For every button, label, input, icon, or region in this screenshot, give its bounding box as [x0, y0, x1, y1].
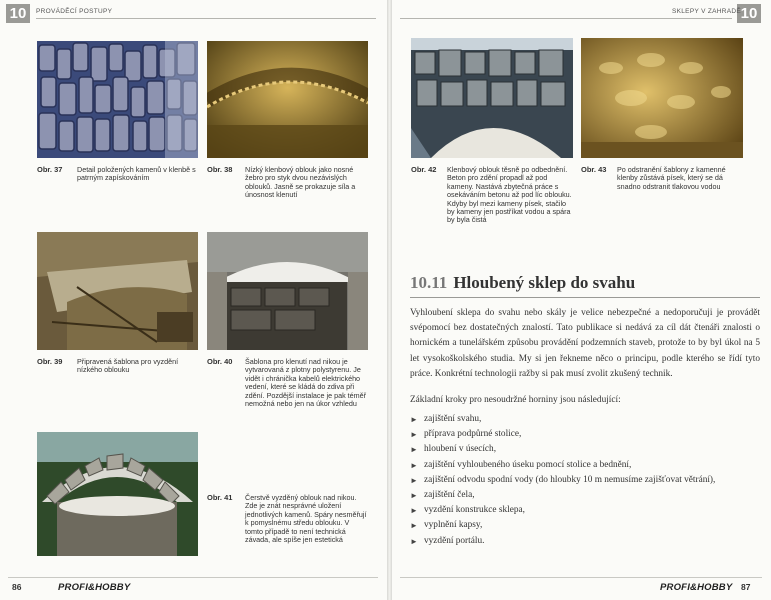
chapter-badge: 10 — [737, 4, 761, 23]
photo-low-vault-arch — [207, 41, 368, 158]
list-item: ► zajištění odvodu spodní vody (do hloubky 10 m nemusíme zajišťovat větrání), — [410, 473, 715, 488]
right-page — [392, 0, 771, 600]
figure-label: Obr. 41 — [207, 493, 233, 502]
caption-obr-42 — [411, 166, 581, 236]
photo-sand-on-vault — [581, 38, 743, 158]
list-item: ► vyplnění kapsy, — [410, 518, 715, 533]
running-head: PROVÁDĚCÍ POSTUPY — [36, 8, 113, 15]
caption-obr-41 — [207, 494, 372, 558]
figure-label: Obr. 40 — [207, 357, 233, 366]
figure-label: Obr. 42 — [411, 165, 437, 174]
caption-obr-37 — [37, 166, 202, 190]
arrow-bullet-icon: ► — [410, 475, 418, 485]
arrow-bullet-icon: ► — [410, 490, 418, 500]
header-rule — [36, 18, 376, 19]
header-rule — [400, 18, 732, 19]
figure-caption: Šablona pro klenutí nad nikou je vytvarovaná z plotny polystyrenu. Je vidět i chránička kabelů elektrického vedení, které se kládá do zdiva při zdění. Pozdější instalace je pak téměř nemožná nebo jen na úkor vzhledu — [245, 357, 367, 409]
figure-label: Obr. 39 — [37, 357, 63, 366]
arrow-bullet-icon: ► — [410, 536, 418, 546]
arrow-bullet-icon: ► — [410, 445, 418, 455]
footer-rule — [8, 577, 378, 578]
list-item: ► příprava podpůrné stolice, — [410, 427, 715, 442]
section-rule — [410, 297, 760, 298]
photo-stone-vault-detail — [37, 41, 198, 158]
caption-obr-40 — [207, 358, 372, 418]
arrow-bullet-icon: ► — [410, 415, 418, 424]
photo-fresh-arch — [37, 432, 198, 556]
section-heading — [410, 273, 635, 293]
page-number: 87 — [741, 582, 751, 592]
section-paragraph: Vyhloubení sklepa do svahu nebo skály je velice nebezpečné a nedoporučuji je provádět svépomocí bez dostatečných znalostí. Tato publikace si nedává za cíl dát čtenáři znalosti o hornickém a tunelářském způsobu provádění podzemních staveb, protože to by byl úkol na 5 let vysokoškolského studia. My si jen řekneme něco o principu, podle kterého se řídí tyto práce. Konkrétní technologii ražby si pak musí zvolit zkušený technik. — [410, 308, 760, 379]
list-item: ► zajištění čela, — [410, 488, 715, 503]
figure-caption: Nízký klenbový oblouk jako nosné žebro pro styk dvou nezávislých oblouků. Jasně se prokazuje síla a únosnost klenutí — [245, 165, 356, 200]
figure-caption: Detail položených kamenů v klenbě s patrným zapískováním — [77, 165, 196, 183]
figure-label: Obr. 38 — [207, 165, 233, 174]
figure-caption: Čerstvě vyzděný oblouk nad nikou. Zde je znát nesprávné uložení jednotlivých kamenů. Spáry nesměřují k pomyslnému středu oblouku. V tomto případě to není technická závada, ale spíše jen estetická — [245, 493, 367, 545]
figure-caption: Klenbový oblouk těsně po odbednění. Beton pro zdění propadl až pod kameny. Nastává zbytečná práce s osekáváním betonu až pod líc oblouku. Kdyby byl mezi kameny písek, stačilo by kameny jen postříkat vodou a spára by byla čistá — [447, 165, 572, 225]
caption-obr-39 — [37, 358, 202, 378]
list-item: ► vyzdění konstrukce sklepa, — [410, 503, 715, 518]
page-number: 86 — [12, 582, 22, 592]
arrow-bullet-icon: ► — [410, 460, 418, 470]
footer-rule — [400, 577, 762, 578]
figure-label: Obr. 37 — [37, 165, 63, 174]
section-number: 10.11 — [410, 273, 448, 292]
list-item: ► zajištění svahu, — [410, 412, 715, 427]
list-item: ► vyzdění portálu. — [410, 534, 715, 549]
photo-vault-after-removal — [411, 38, 573, 158]
chapter-badge: 10 — [6, 4, 30, 23]
list-intro: Základní kroky pro nesoudržné horniny jsou následující: — [410, 395, 621, 405]
photo-polystyrene-template — [207, 232, 368, 350]
running-head: SKLEPY V ZAHRADĚ — [672, 8, 741, 15]
figure-caption: Připravená šablona pro vyzdění nízkého oblouku — [77, 357, 179, 375]
section-title: Hloubený sklep do svahu — [453, 273, 636, 292]
arrow-bullet-icon: ► — [410, 506, 418, 516]
list-item: ► zajištění vyhloubeného úseku pomocí stolice a bednění, — [410, 458, 715, 473]
caption-obr-43 — [581, 166, 751, 206]
caption-obr-38 — [207, 166, 372, 206]
photo-prepared-template — [37, 232, 198, 350]
steps-list — [410, 412, 715, 549]
list-item: ► hloubení v úsecích, — [410, 442, 715, 457]
brand-logo: PROFI&HOBBY — [660, 582, 733, 593]
brand-logo: PROFI&HOBBY — [58, 582, 131, 593]
figure-caption: Po odstranění šablony z kamenné klenby zůstává písek, který se dá snadno odstranit tlakovou vodou — [617, 165, 726, 191]
figure-label: Obr. 43 — [581, 165, 607, 174]
arrow-bullet-icon: ► — [410, 430, 418, 440]
arrow-bullet-icon: ► — [410, 521, 418, 531]
